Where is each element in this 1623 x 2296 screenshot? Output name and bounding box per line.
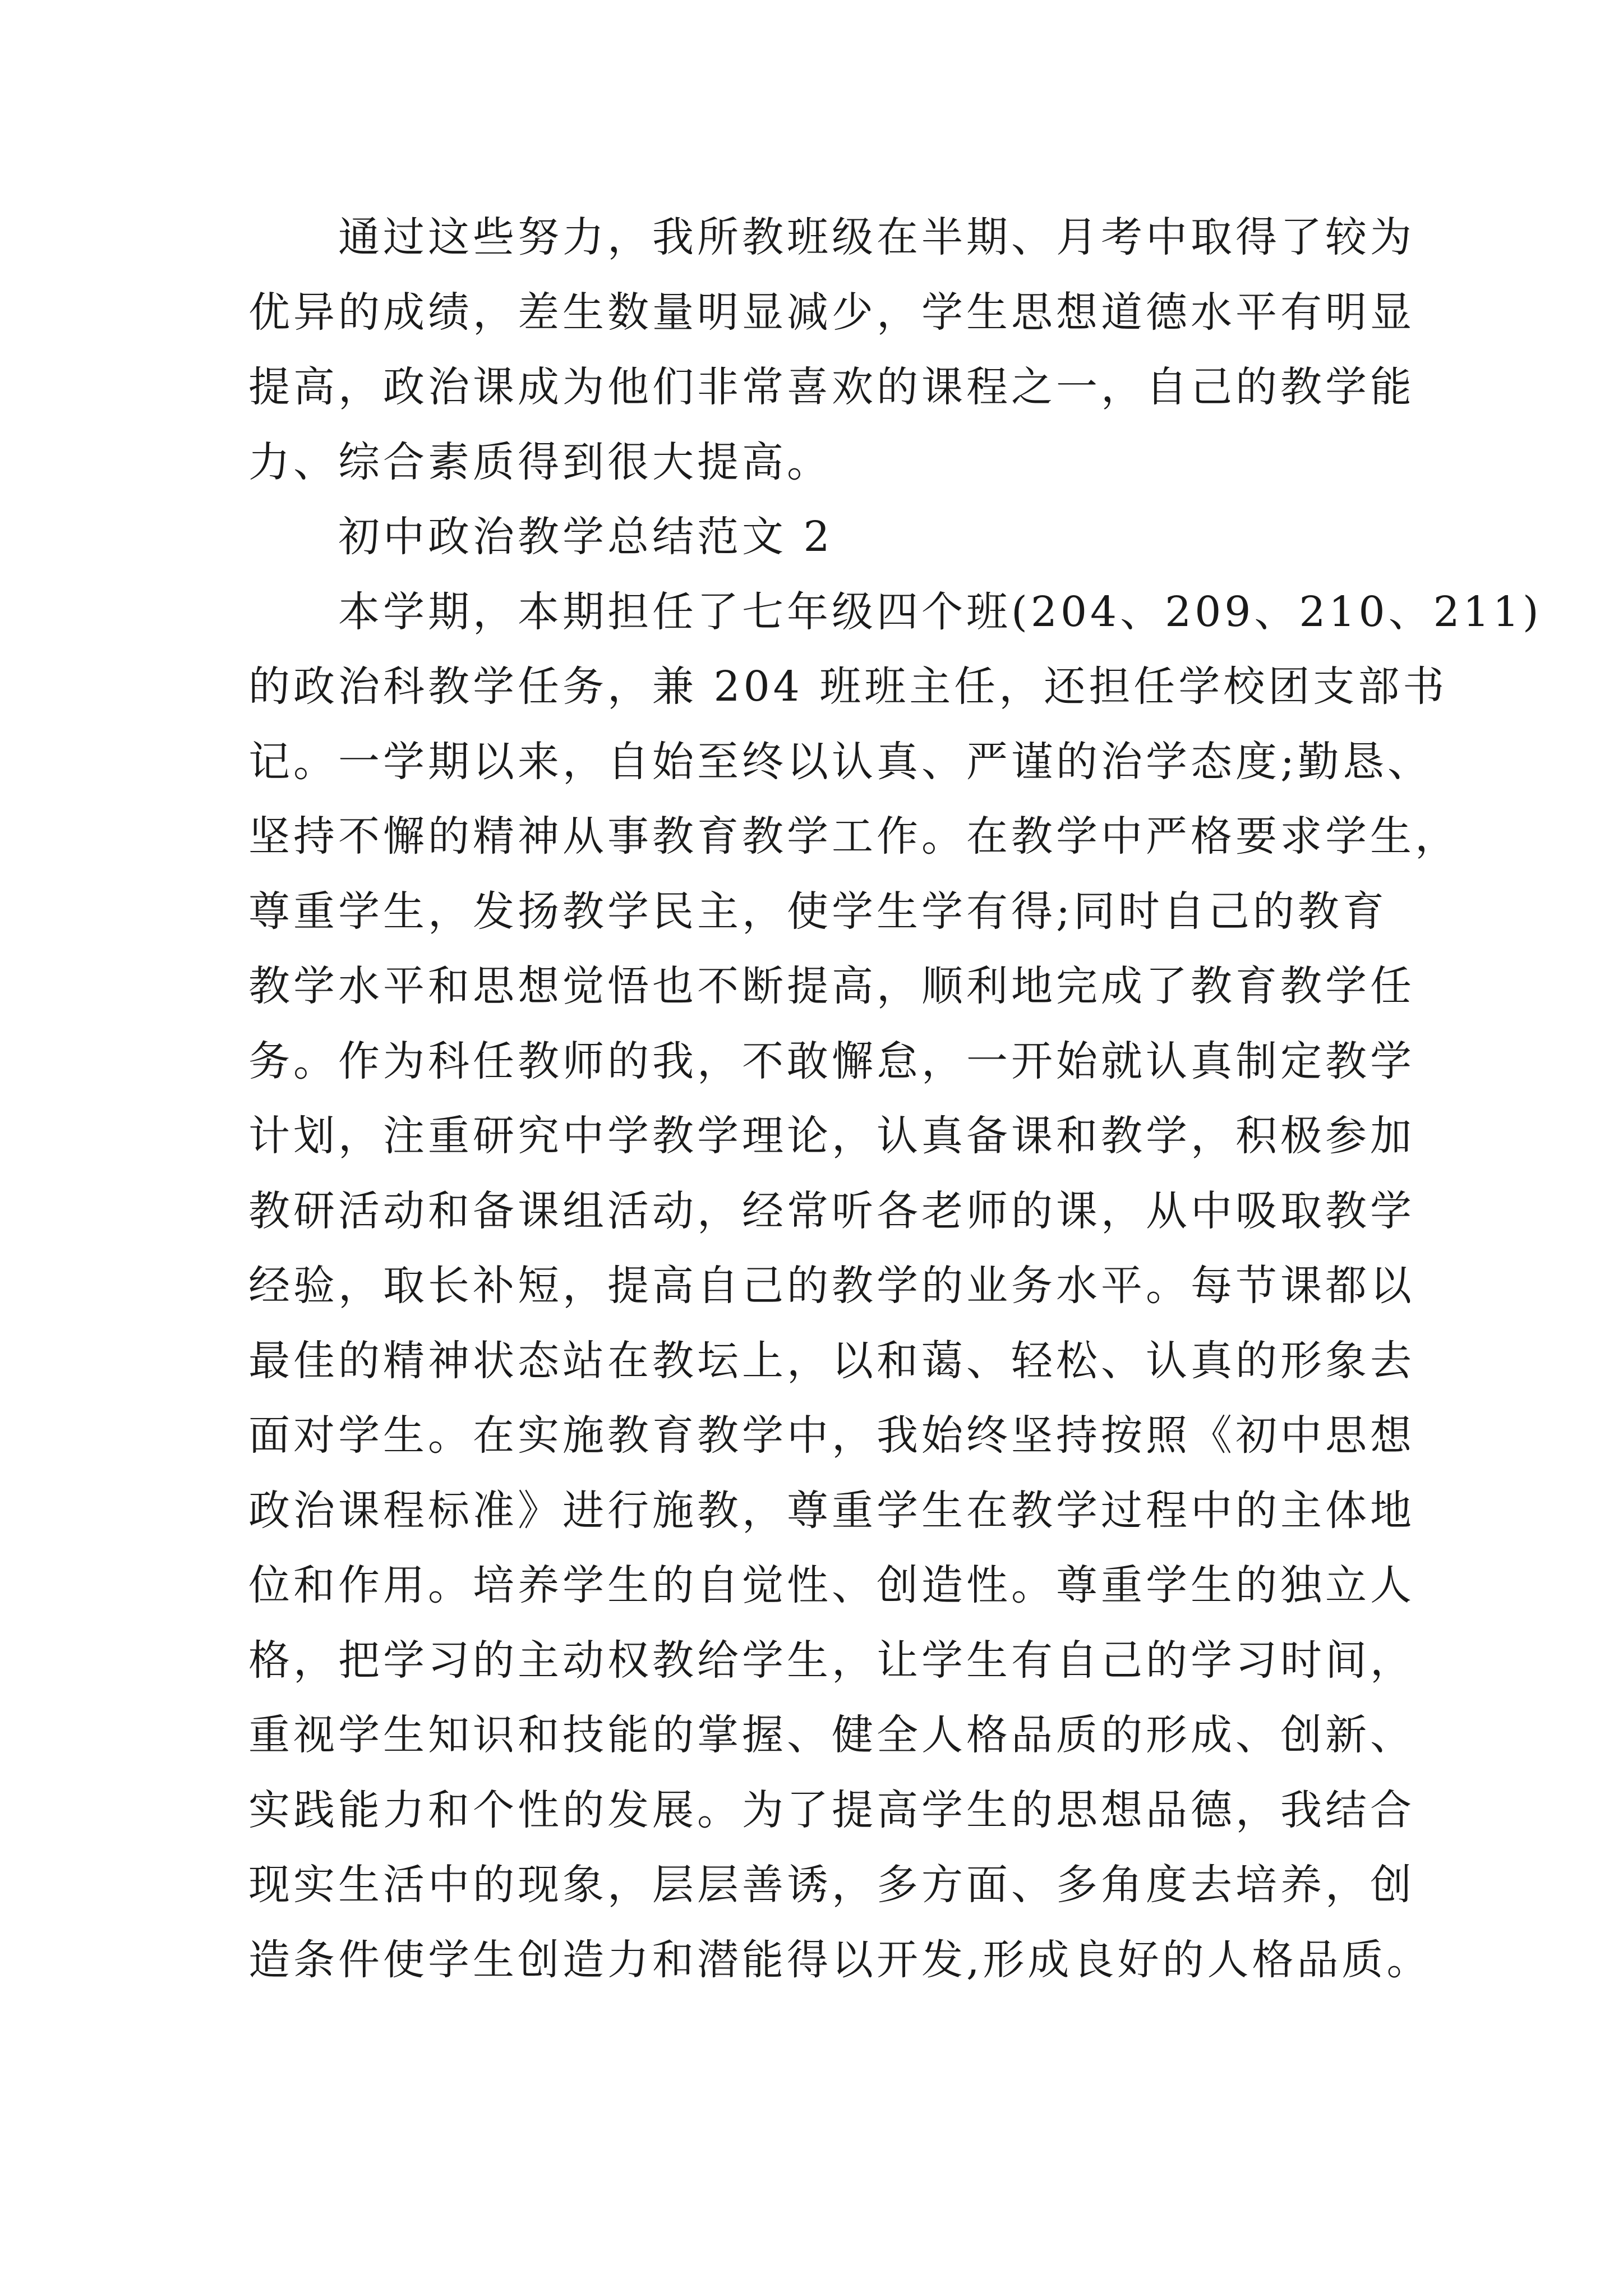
paragraph-line: 优异的成绩，差生数量明显减少，学生思想道德水平有明显: [248, 288, 1415, 337]
paragraph-line: 造条件使学生创造力和潜能得以开发,形成良好的人格品质。: [248, 1935, 1432, 1984]
paragraph-line: 最佳的精神状态站在教坛上，以和蔼、轻松、认真的形象去: [248, 1336, 1415, 1385]
paragraph-line: 格，把学习的主动权教给学生，让学生有自己的学习时间，: [248, 1636, 1415, 1685]
paragraph-line: 重视学生知识和技能的掌握、健全人格品质的形成、创新、: [248, 1711, 1415, 1759]
paragraph-line: 的政治科教学任务，兼 204 班班主任，还担任学校团支部书: [248, 662, 1448, 711]
paragraph-line: 记。一学期以来，自始至终以认真、严谨的治学态度;勤恳、: [248, 737, 1432, 786]
paragraph-line: 力、综合素质得到很大提高。: [248, 438, 832, 486]
paragraph-line: 计划，注重研究中学教学理论，认真备课和教学，积极参加: [248, 1112, 1415, 1160]
document-body: [248, 200, 1542, 1998]
paragraph-line: 本学期，本期担任了七年级四个班(204、209、210、211): [338, 587, 1542, 636]
paragraph-line: 面对学生。在实施教育教学中，我始终坚持按照《初中思想: [248, 1411, 1415, 1460]
section-heading: 初中政治教学总结范文 2: [338, 513, 833, 561]
paragraph-line: 坚持不懈的精神从事教育教学工作。在教学中严格要求学生，: [248, 812, 1460, 861]
paragraph-1: [248, 200, 1415, 500]
paragraph-line: 经验，取长补短，提高自己的教学的业务水平。每节课都以: [248, 1262, 1415, 1310]
paragraph-line: 提高，政治课成为他们非常喜欢的课程之一，自己的教学能: [248, 363, 1415, 411]
paragraph-line: 政治课程标准》进行施教，尊重学生在教学过程中的主体地: [248, 1486, 1415, 1535]
paragraph-line: 现实生活中的现象，层层善诱，多方面、多角度去培养，创: [248, 1861, 1415, 1909]
paragraph-2: [248, 575, 1542, 1998]
paragraph-line: 位和作用。培养学生的自觉性、创造性。尊重学生的独立人: [248, 1561, 1415, 1609]
paragraph-line: 务。作为科任教师的我，不敢懈怠，一开始就认真制定教学: [248, 1037, 1415, 1085]
paragraph-line: 通过这些努力，我所教班级在半期、月考中取得了较为: [338, 213, 1415, 261]
paragraph-line: 尊重学生，发扬教学民主，使学生学有得;同时自己的教育: [248, 887, 1387, 936]
paragraph-line: 教学水平和思想觉悟也不断提高，顺利地完成了教育教学任: [248, 962, 1415, 1010]
paragraph-line: 实践能力和个性的发展。为了提高学生的思想品德，我结合: [248, 1786, 1415, 1834]
paragraph-line: 教研活动和备课组活动，经常听各老师的课，从中吸取教学: [248, 1186, 1415, 1235]
